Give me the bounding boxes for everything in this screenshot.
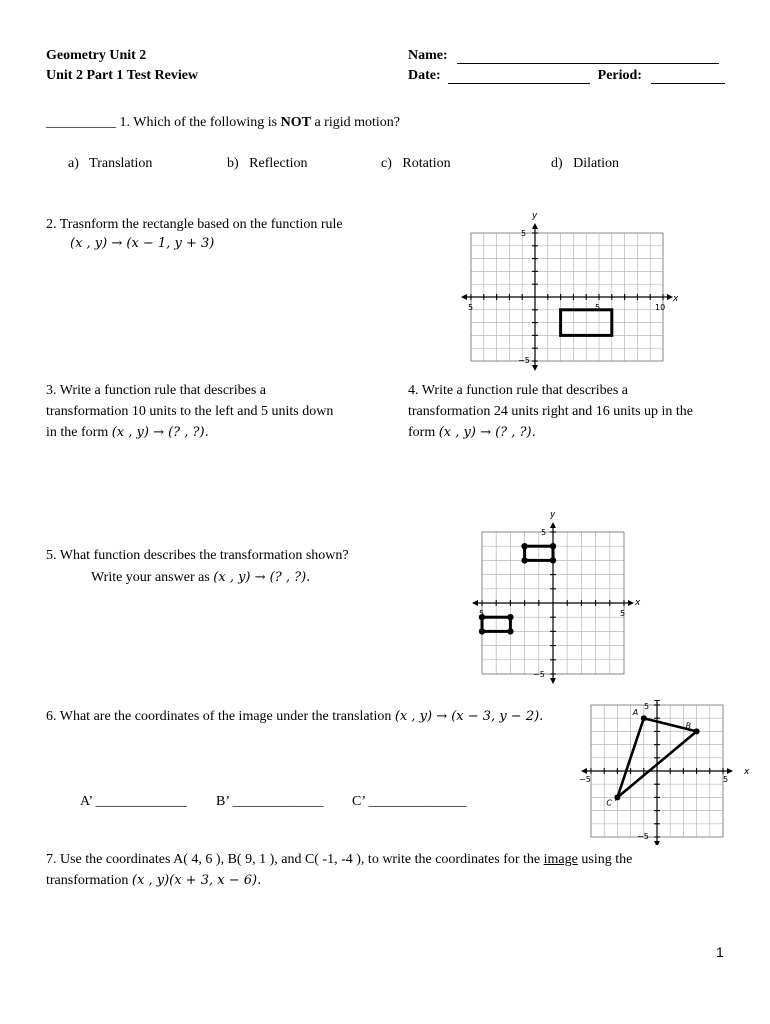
name-row [408,48,728,64]
option-letter: a) [68,156,79,171]
q1-text-before: Which of the following is [133,115,278,130]
option-letter: d) [551,156,563,171]
q6-answer-a[interactable] [80,791,187,812]
option-letter: c) [381,156,392,171]
q6-rule: (x , y) → (x − 3, y − 2). [394,709,544,724]
q3-line-1: 3. Write a function rule that describes a [46,383,266,398]
q4-line-1: 4. Write a function rule that describes a [408,383,628,398]
q7-line-1-suffix: using the [581,852,633,867]
x-arrow [727,768,733,774]
q5-line-1: 5. What function describes the transformation shown? [46,548,349,563]
vertex-label: A [632,708,639,718]
q1-option-b[interactable] [227,153,307,174]
y-tick-label: −5 [533,670,545,679]
graph-axes [461,223,673,371]
q1-option-c[interactable] [381,153,451,174]
y-arrow [532,223,538,229]
question-3 [46,380,396,443]
q1-option-d[interactable] [551,153,619,174]
q4-line-3-prefix: form [408,425,436,440]
vertex-point [521,557,527,563]
vertex-point [507,628,513,634]
name-label: Name: [408,48,448,63]
x-tick-label: −5 [579,775,591,784]
answer-label: B’ [216,794,229,809]
x-axis-label: x [744,767,750,777]
course-title: Geometry Unit 2 [46,48,147,63]
question-1 [46,112,400,133]
page-number: 1 [716,944,724,960]
q7-line-2-prefix: transformation [46,873,129,888]
graph-q5 [467,506,647,686]
q1-option-a[interactable] [68,153,152,174]
q3-line-3-prefix: in the form [46,425,109,440]
vertex-point [641,715,647,721]
x-tick-label: 5 [468,303,474,312]
y-axis-label: y [532,211,538,221]
q4-line-2: transformation 24 units right and 16 units up in the [408,404,694,419]
q4-line-3 [408,422,738,443]
q6-prompt: 6. What are the coordinates of the image under the translation [46,709,392,724]
x-tick-label: 5 [620,609,626,618]
x-tick-label: 10 [655,303,666,312]
q7-underlined-word: image [543,852,578,867]
worksheet-title: Unit 2 Part 1 Test Review [46,68,199,83]
q4-form: (x , y) → (? , ?). [438,425,536,440]
q5-line-2-prefix: Write your answer as [91,570,210,585]
vertex-point [550,557,556,563]
y-tick-label: 5 [521,229,527,238]
option-label: Rotation [402,156,451,171]
x-arrow [461,294,467,300]
q1-answer-blank[interactable]: __________ [46,115,116,130]
q3-line-3 [46,422,396,443]
x-tick-label: 5 [723,775,729,784]
name-field[interactable] [457,49,719,64]
y-arrow [654,700,660,701]
q7-rule: (x , y)(x + 3, x − 6). [131,873,262,888]
answer-blank[interactable]: ______________ [368,794,467,809]
y-tick-label: 5 [541,528,547,537]
option-letter: b) [227,156,239,171]
y-tick-label: 5 [644,702,650,711]
option-label: Reflection [249,156,308,171]
q5-form: (x , y) → (? , ?). [213,570,311,585]
q1-text-bold: NOT [280,115,311,130]
q6-answer-b[interactable] [216,791,323,812]
vertex-point [694,728,700,734]
vertex-label: C [606,798,612,808]
question-4 [408,380,738,443]
y-axis-label: y [550,510,556,520]
vertex-point [550,543,556,549]
date-field[interactable] [448,69,590,84]
date-label: Date: [408,68,441,83]
vertex-point [521,543,527,549]
answer-label: C’ [352,794,365,809]
q7-line-1-prefix: 7. Use the coordinates A( 4, 6 ), B( 9, 1 ), and C( -1, -4 ), to write the coordinates for the [46,852,541,867]
y-arrow [654,841,660,845]
y-arrow [550,522,556,528]
x-arrow [581,768,587,774]
graph-q6 [574,700,750,845]
period-label: Period: [597,68,642,83]
x-axis-label: x [635,598,641,608]
question-6 [46,706,543,727]
period-field[interactable] [651,69,725,84]
q2-rule: (x , y) → (x − 1, y + 3) [70,236,215,251]
y-arrow [550,678,556,684]
q6-answer-c[interactable] [352,791,466,812]
x-arrow [472,600,478,606]
q2-prompt: 2. Trasnform the rectangle based on the function rule [46,217,343,232]
y-arrow [532,365,538,371]
answer-blank[interactable]: _____________ [95,794,187,809]
vertex-point [507,614,513,620]
vertex-point [479,628,485,634]
x-tick-label: 5 [595,303,601,312]
q7-line-1 [46,849,746,870]
answer-label: A’ [80,794,93,809]
q1-text-after: a rigid motion? [314,115,401,130]
answer-blank[interactable]: _____________ [232,794,324,809]
question-7 [46,849,746,891]
q3-line-2: transformation 10 units to the left and 5 units down [46,404,334,419]
vertex-label: B [685,721,692,731]
x-arrow [628,600,634,606]
y-tick-label: −5 [637,832,649,841]
x-tick-label: 5 [479,609,485,618]
graph-q2 [458,208,683,373]
q1-number: 1. [119,115,130,130]
option-label: Translation [89,156,153,171]
x-axis-label: x [673,294,679,304]
q3-form: (x , y) → (? , ?). [111,425,209,440]
q7-line-2 [46,870,746,891]
vertex-point [614,794,620,800]
q5-line-2 [91,567,310,588]
y-tick-label: −5 [518,356,530,365]
date-row [408,68,738,84]
option-label: Dilation [573,156,620,171]
